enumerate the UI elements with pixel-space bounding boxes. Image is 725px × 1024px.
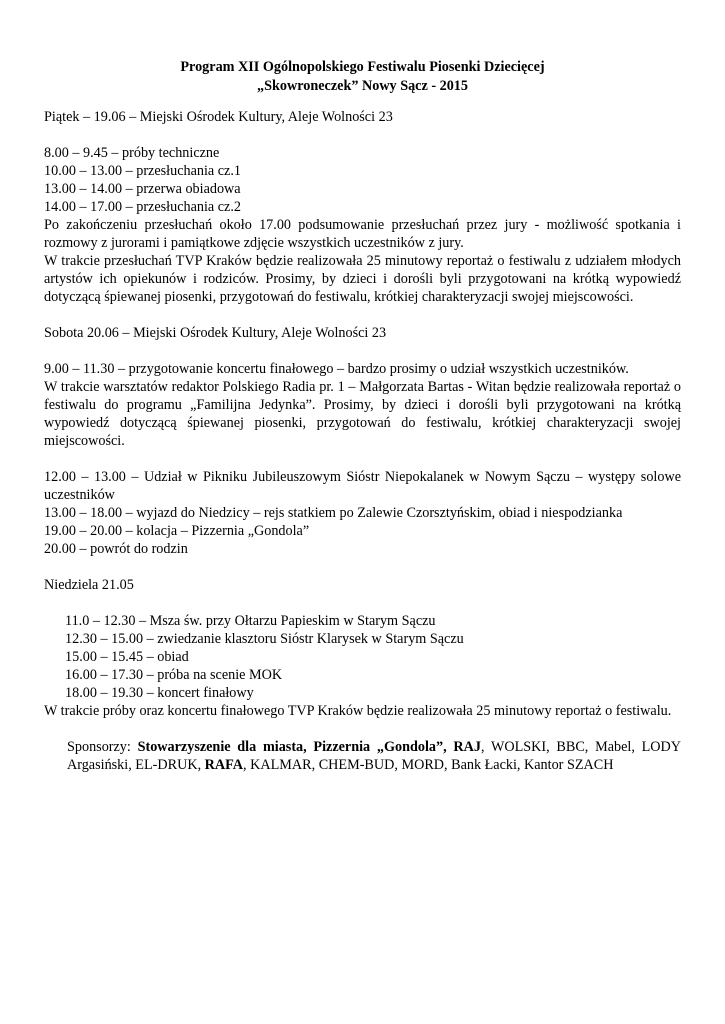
document-page xyxy=(44,58,681,774)
schedule-item: 18.00 – 19.30 – koncert finałowy xyxy=(65,685,254,701)
schedule-item: 11.0 – 12.30 – Msza św. przy Ołtarzu Papieskim w Starym Sączu xyxy=(65,613,436,629)
schedule-item: 15.00 – 15.45 – obiad xyxy=(65,649,189,665)
friday-schedule xyxy=(44,144,681,216)
friday-header: Piątek – 19.06 – Miejski Ośrodek Kultury, Aleje Wolności 23 xyxy=(44,109,393,125)
sunday-schedule xyxy=(44,612,681,702)
schedule-item: 13.00 – 14.00 – przerwa obiadowa xyxy=(44,181,241,197)
saturday-header: Sobota 20.06 – Miejski Ośrodek Kultury, Aleje Wolności 23 xyxy=(44,325,387,341)
schedule-item: 12.30 – 15.00 – zwiedzanie klasztoru Sióstr Klarysek w Starym Sączu xyxy=(65,631,464,647)
friday-jury-note: Po zakończeniu przesłuchań około 17.00 podsumowanie przesłuchań przez jury - możliwość spotkania i rozmowy z jurorami i pamiątkowe zdjęcie wszystkich uczestników z jury. xyxy=(44,217,681,251)
sponsors-list-1: , WOLSKI, BBC, Mabel, LODY Argasiński, EL-DRUK, xyxy=(67,739,681,773)
sponsors-list-2: , KALMAR, CHEM-BUD, MORD, Bank Łacki, Kantor SZACH xyxy=(243,757,614,773)
sponsors-label: Sponsorzy: xyxy=(67,739,138,755)
sponsors-main: Stowarzyszenie dla miasta, Pizzernia „Gondola”, RAJ xyxy=(137,739,481,755)
schedule-item: 13.00 – 18.00 – wyjazd do Niedzicy – rejs statkiem po Zalewie Czorsztyńskim, obiad i niespodzianka xyxy=(44,505,623,521)
sunday-header: Niedziela 21.05 xyxy=(44,577,134,593)
sponsor-rafa: RAFA xyxy=(204,757,244,773)
sponsors-section xyxy=(44,738,681,774)
document-title xyxy=(44,58,681,96)
friday-tvp-note: W trakcie przesłuchań TVP Kraków będzie realizowała 25 minutowy reportaż o festiwalu z udziałem młodych artystów ich opiekunów i rodziców. Prosimy, by dzieci i dorośli byli przygotowani na krótką wypowiedź dotyczącą śpiewanej piosenki, przygotowań do festiwalu, krótkiej charakteryzacji swojej miejscowości. xyxy=(44,253,681,305)
schedule-item: 10.00 – 13.00 – przesłuchania cz.1 xyxy=(44,163,241,179)
schedule-item: 14.00 – 17.00 – przesłuchania cz.2 xyxy=(44,199,241,215)
schedule-item: 16.00 – 17.30 – próba na scenie MOK xyxy=(65,667,283,683)
title-line-2: „Skowroneczek” Nowy Sącz - 2015 xyxy=(257,78,468,94)
schedule-item: 12.00 – 13.00 – Udział w Pikniku Jubileuszowym Sióstr Niepokalanek w Nowym Sączu – występy solowe uczestników xyxy=(44,469,681,503)
saturday-schedule xyxy=(44,504,681,558)
saturday-radio-note: W trakcie warsztatów redaktor Polskiego Radia pr. 1 – Małgorzata Bartas - Witan będzie realizowała reportaż o festiwalu do programu „Familijna Jedynka”. Prosimy, by dzieci i dorośli byli przygotowani na krótką wypowiedź dotyczącą śpiewanej piosenki, przygotowań do festiwalu, krótkiej charakteryzacji swojej miejscowości. xyxy=(44,379,681,449)
schedule-item: 20.00 – powrót do rodzin xyxy=(44,541,188,557)
schedule-item: 9.00 – 11.30 – przygotowanie koncertu finałowego – bardzo prosimy o udział wszystkich uczestników. xyxy=(44,361,629,377)
title-line-1: Program XII Ogólnopolskiego Festiwalu Piosenki Dziecięcej xyxy=(180,59,545,75)
sunday-tvp-note: W trakcie próby oraz koncertu finałowego TVP Kraków będzie realizowała 25 minutowy reportaż o festiwalu. xyxy=(44,703,672,719)
schedule-item: 8.00 – 9.45 – próby techniczne xyxy=(44,145,220,161)
schedule-item: 19.00 – 20.00 – kolacja – Pizzernia „Gondola” xyxy=(44,523,310,539)
